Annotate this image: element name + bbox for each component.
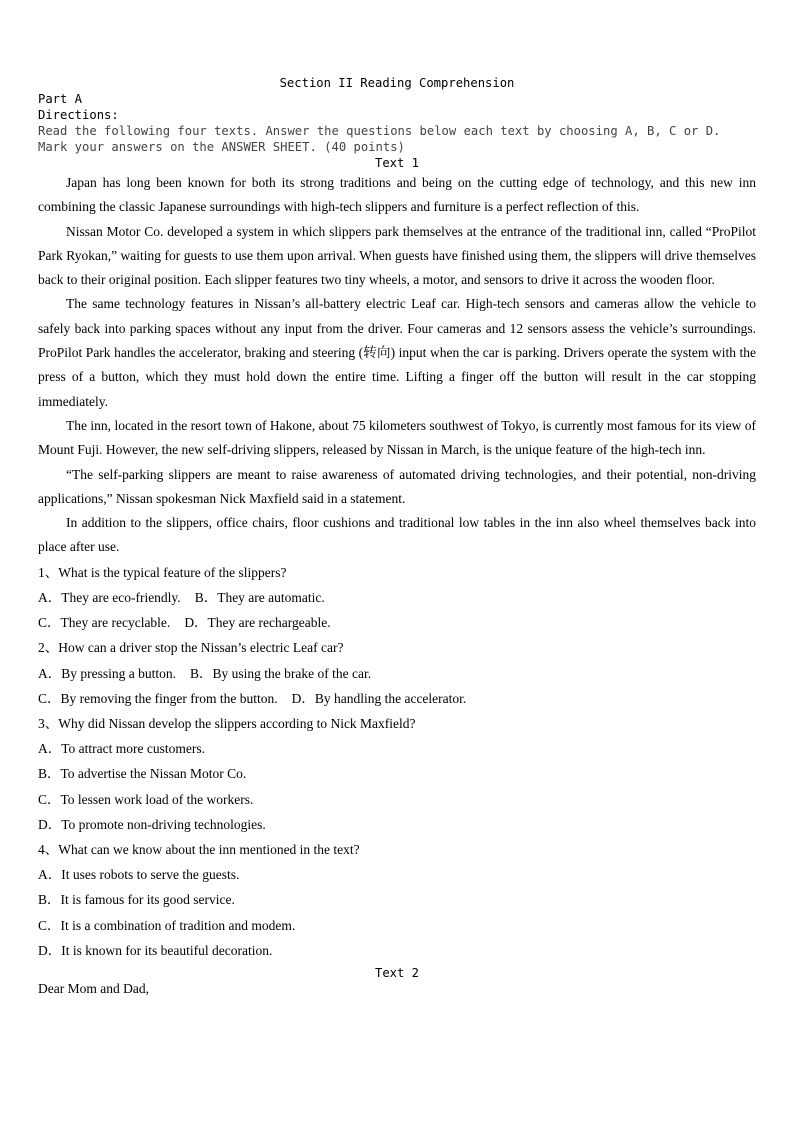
option-line: [38, 585, 756, 610]
option-a[interactable]: A．To attract more customers.: [38, 741, 206, 757]
option-b[interactable]: B．To advertise the Nissan Motor Co.: [38, 766, 247, 782]
question-stem: 1、What is the typical feature of the slippers?: [38, 564, 287, 580]
option-b[interactable]: B．By using the brake of the car.: [190, 665, 372, 681]
text1-questions: [38, 560, 756, 963]
section-title: Section II Reading Comprehension: [279, 76, 515, 90]
option-a[interactable]: A．By pressing a button.: [38, 665, 176, 681]
option-c[interactable]: C．To lessen work load of the workers.: [38, 791, 254, 807]
option-c[interactable]: C．By removing the finger from the button.: [38, 690, 278, 706]
part-label: Part A: [38, 92, 83, 106]
text1-paragraph: In addition to the slippers, office chairs, floor cushions and traditional low tables in the inn also wheel themselves back into place after use.: [38, 515, 756, 555]
option-b[interactable]: B．It is famous for its good service.: [38, 892, 235, 908]
option-a[interactable]: A．They are eco-friendly.: [38, 589, 181, 605]
option-line: [38, 686, 756, 711]
question-stem: 3、Why did Nissan develop the slippers according to Nick Maxfield?: [38, 715, 416, 731]
option-d[interactable]: D．It is known for its beautiful decoration.: [38, 942, 273, 958]
option-line: [38, 661, 756, 686]
text1-title: Text 1: [374, 156, 420, 170]
option-d[interactable]: D．To promote non-driving technologies.: [38, 816, 266, 832]
option-c[interactable]: C．They are recyclable.: [38, 615, 171, 631]
question-stem: 2、How can a driver stop the Nissan’s electric Leaf car?: [38, 640, 344, 656]
option-d[interactable]: D．They are rechargeable.: [184, 615, 331, 631]
option-d[interactable]: D．By handling the accelerator.: [291, 690, 467, 706]
text1-paragraph: Japan has long been known for both its strong traditions and being on the cutting edge of technology, and this new inn combining the classic Japanese surroundings with high-tech slippers and furniture is a perfect reflection of this.: [38, 175, 756, 215]
directions-text: Read the following four texts. Answer the questions below each text by choosing A, B, C or D. Mark your answers on the ANSWER SHEET. (40 points): [38, 124, 721, 154]
text1-paragraph: Nissan Motor Co. developed a system in which slippers park themselves at the entrance of the traditional inn, called “ProPilot Park Ryokan,” waiting for guests to use them upon arrival. When guests have finished using them, the slippers will drive themselves back to their original position. Each slipper features two tiny wheels, a motor, and sensors to drive it across the wooden floor.: [38, 223, 756, 288]
option-a[interactable]: A．It uses robots to serve the guests.: [38, 867, 240, 883]
question-stem: 4、What can we know about the inn mentioned in the text?: [38, 841, 360, 857]
directions-label: Directions:: [38, 108, 119, 122]
text1-body: [38, 171, 756, 560]
option-c[interactable]: C．It is a combination of tradition and modem.: [38, 917, 296, 933]
text1-paragraph: The inn, located in the resort town of Hakone, about 75 kilometers southwest of Tokyo, is currently most famous for its view of Mount Fuji. However, the new self-driving slippers, released by Nissan in March, is the unique feature of the high-tech inn.: [38, 417, 756, 458]
text1-paragraph: The same technology features in Nissan’s all-battery electric Leaf car. High-tech sensors and cameras allow the vehicle to safely back into parking spaces without any input from the driver. Four cameras and 12 sensors assess the vehicle’s surroundings. ProPilot Park handles the accelerator, braking and steering (转向) input when the car is parking. Drivers operate the system with the press of a button, which they must hold down the entire time. Lifting a finger off the button will result in the car stopping immediately.: [38, 296, 756, 409]
text2-title: Text 2: [374, 966, 420, 980]
option-line: [38, 610, 756, 635]
option-b[interactable]: B．They are automatic.: [194, 589, 325, 605]
text2-salutation: Dear Mom and Dad,: [38, 981, 149, 996]
document-page: [38, 75, 756, 997]
text1-paragraph: “The self-parking slippers are meant to raise awareness of automated driving technologies, and their potential, non-driving applications,” Nissan spokesman Nick Maxfield said in a statement.: [38, 466, 756, 506]
